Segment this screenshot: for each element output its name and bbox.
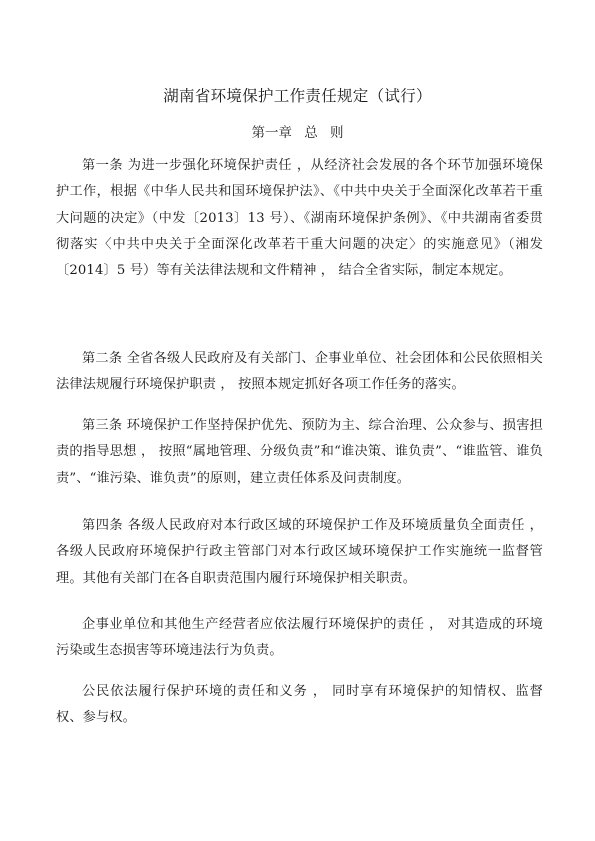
chapter-number: 第一章 bbox=[251, 125, 292, 141]
document-title: 湖南省环境保护工作责任规定（试行） bbox=[163, 87, 432, 105]
article-1-paragraph: 第一条 为进一步强化环境保护责任 ，从经济社会发展的各个环节加强环境保护工作，根据《中华人民共和国环境保护法》、《中共中央关于全面深化改革若干重大问题的决定》（中发〔2013〕13 号）、《湖南环境保护条例》、《中共湖南省委贯彻落实〈中共中央关于全面深化改革若干重大问题的决定〉的实施意见》（湘发〔2014〕5 号）等有关法律法规和文件精神 ， 结合全省实际，制定本规定。 bbox=[56, 158, 543, 279]
chapter-name-part-2: 则 bbox=[330, 125, 344, 141]
chapter-name-part-1: 总 bbox=[304, 125, 318, 141]
article-2-paragraph: 第二条 全省各级人民政府及有关部门、企事业单位、社会团体和公民依照相关法律法规履行环境保护职责 ， 按照本规定抓好各项工作任务的落实。 bbox=[56, 351, 543, 393]
article-4-paragraph: 第四条 各级人民政府对本行政区域的环境保护工作及环境质量负全面责任 ，各级人民政府环境保护行政主管部门对本行政区域环境保护工作实施统一监督管理。其他有关部门在各自职责范围内履行环境保护相关职责。 bbox=[56, 518, 543, 586]
citizen-responsibility-paragraph: 公民依法履行保护环境的责任和义务 ， 同时享有环境保护的知情权、监督权、参与权。 bbox=[56, 684, 543, 726]
article-3-paragraph: 第三条 环境保护工作坚持保护优先、预防为主、综合治理、公众参与、损害担责的指导思想 ， 按照“属地管理、分级负责”和“谁决策、谁负责”、“谁监管、谁负责”、“谁污染、谁负责”的原则，建立责任体系及问责制度。 bbox=[56, 418, 543, 486]
chapter-heading bbox=[0, 121, 595, 141]
enterprise-responsibility-paragraph: 企事业单位和其他生产经营者应依法履行环境保护的责任 ， 对其造成的环境污染或生态损害等环境违法行为负责。 bbox=[56, 617, 543, 659]
